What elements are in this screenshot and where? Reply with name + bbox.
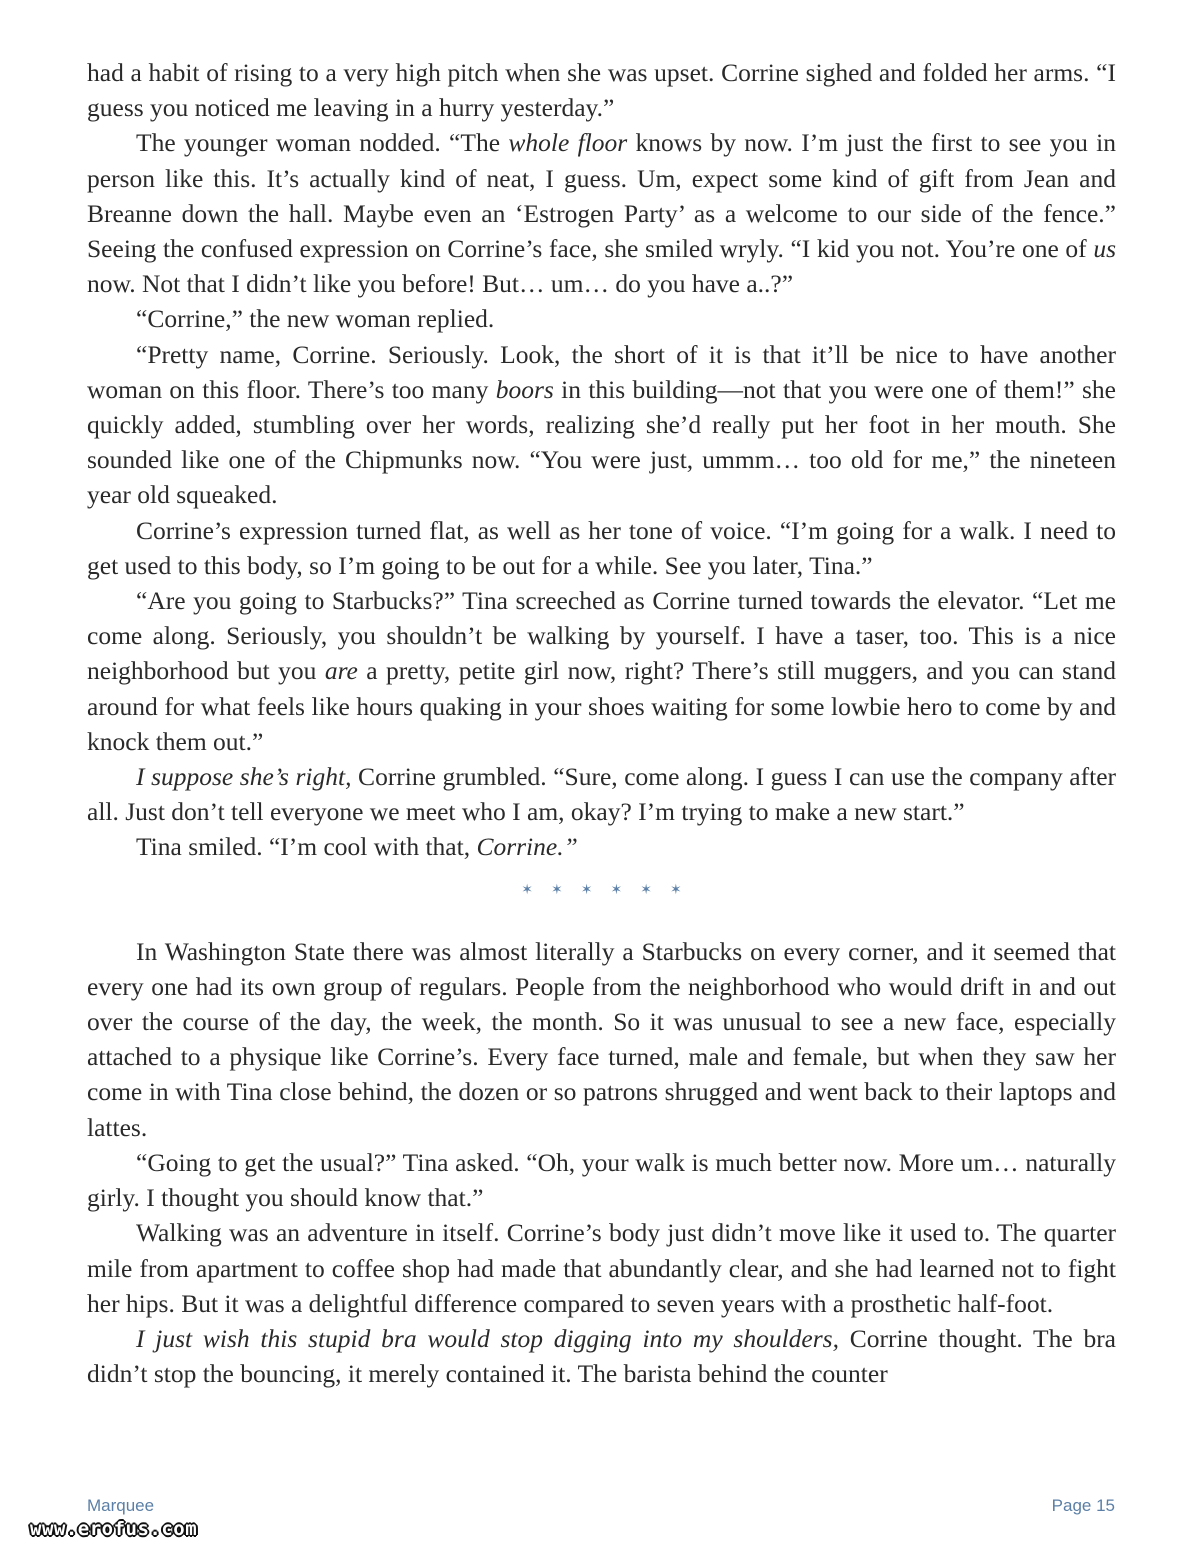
footer-publication-name: Marquee: [87, 1496, 155, 1515]
italic-text: Corrine.”: [476, 832, 578, 862]
text-run: “Going to get the usual?” Tina asked. “Oh, your walk is much better now. More um… naturally girly. I thought you should know that.”: [87, 1147, 1116, 1213]
footer-page-number: Page 15: [1051, 1496, 1115, 1515]
section-divider: ✶✶✶✶✶✶: [521, 881, 700, 898]
text-run: in this building—not that you were one of them!” she quickly added, stumbling over her words, realizing she’d really put her foot in her mouth. She sounded like one of the Chipmunks now. “You were just, ummm… too old for me,” the nineteen year old squeaked.: [87, 374, 1117, 510]
paragraph: [87, 1321, 1116, 1391]
paragraph: [87, 759, 1116, 829]
paragraph: [87, 1145, 1116, 1215]
italic-text: boors: [495, 374, 554, 404]
paragraph: [87, 337, 1116, 513]
italic-text: I just wish this stupid bra would stop digging into my shoulders,: [136, 1323, 839, 1353]
text-run: had a habit of rising to a very high pitch when she was upset. Corrine sighed and folded her arms. “I guess you noticed me leaving in a hurry yesterday.”: [87, 58, 1116, 123]
paragraph: [87, 301, 1116, 336]
text-run: Walking was an adventure in itself. Corrine’s body just didn’t move like it used to. The quarter mile from apartment to coffee shop had made that abundantly clear, and she had learned not to fight her hips. But it was a delightful difference compared to seven years with a prosthetic half-foot.: [87, 1218, 1116, 1318]
text-run: “Pretty name, Corrine. Seriously. Look, the short of it is that it’ll be nice to have another woman on this floor. There’s too many: [87, 339, 1116, 404]
text-run: The younger woman nodded. “The: [136, 128, 509, 158]
paragraph: [87, 829, 1116, 864]
story-text: [87, 55, 1116, 1391]
paragraph: [87, 1215, 1116, 1321]
text-run: now. Not that I didn’t like you before! But… um… do you have a..?”: [87, 269, 794, 299]
text-run: “Corrine,” the new woman replied.: [136, 304, 495, 334]
text-run: In Washington State there was almost literally a Starbucks on every corner, and it seemed that every one had its own group of regulars. People from the neighborhood who would drift in and out over the course of the day, the week, the month. So it was unusual to see a new face, especially attached to a physique like Corrine’s. Every face turned, male and female, but when they saw her come in with Tina close behind, the dozen or so patrons shrugged and went back to their laptops and lattes.: [87, 936, 1116, 1142]
paragraph: [87, 934, 1116, 1145]
paragraph: [87, 513, 1116, 583]
paragraph: [87, 583, 1116, 759]
text-run: Corrine thought. The bra didn’t stop the bouncing, it merely contained it. The barista behind the counter: [87, 1323, 1117, 1389]
italic-text: whole floor: [508, 128, 628, 158]
paragraph: [87, 55, 1116, 125]
text-run: “Are you going to Starbucks?” Tina screeched as Corrine turned towards the elevator. “Let me come along. Seriously, you shouldn’t be walking by yourself. I have a taser, too. This is a nice neighborhood but you: [87, 586, 1116, 686]
italic-text: are: [324, 656, 358, 686]
text-run: knows by now. I’m just the first to see you in person like this. It’s actually kind of neat, I guess. Um, expect some kind of gift from Jean and Breanne down the hall. Maybe even an ‘Estrogen Party’ as a welcome to our side of the fence.” Seeing the confused expression on Corrine’s face, she smiled wryly. “I kid you not. You’re one of: [87, 128, 1116, 264]
italic-text: I suppose she’s right,: [136, 762, 352, 792]
italic-text: us: [1093, 234, 1116, 264]
text-run: Corrine’s expression turned flat, as well as her tone of voice. “I’m going for a walk. I need to get used to this body, so I’m going to be out for a while. See you later, Tina.”: [87, 515, 1116, 580]
watermark-logo: www.erofus.com: [30, 1518, 198, 1540]
text-run: a pretty, petite girl now, right? There’s still muggers, and you can stand around for what feels like hours quaking in your shoes waiting for some lowbie hero to come by and knock them out.”: [87, 656, 1117, 756]
paragraph: [87, 125, 1116, 301]
text-run: Tina smiled. “I’m cool with that,: [136, 832, 477, 862]
text-run: Corrine grumbled. “Sure, come along. I guess I can use the company after all. Just don’t tell everyone we meet who I am, okay? I’m trying to make a new start.”: [87, 762, 1116, 827]
